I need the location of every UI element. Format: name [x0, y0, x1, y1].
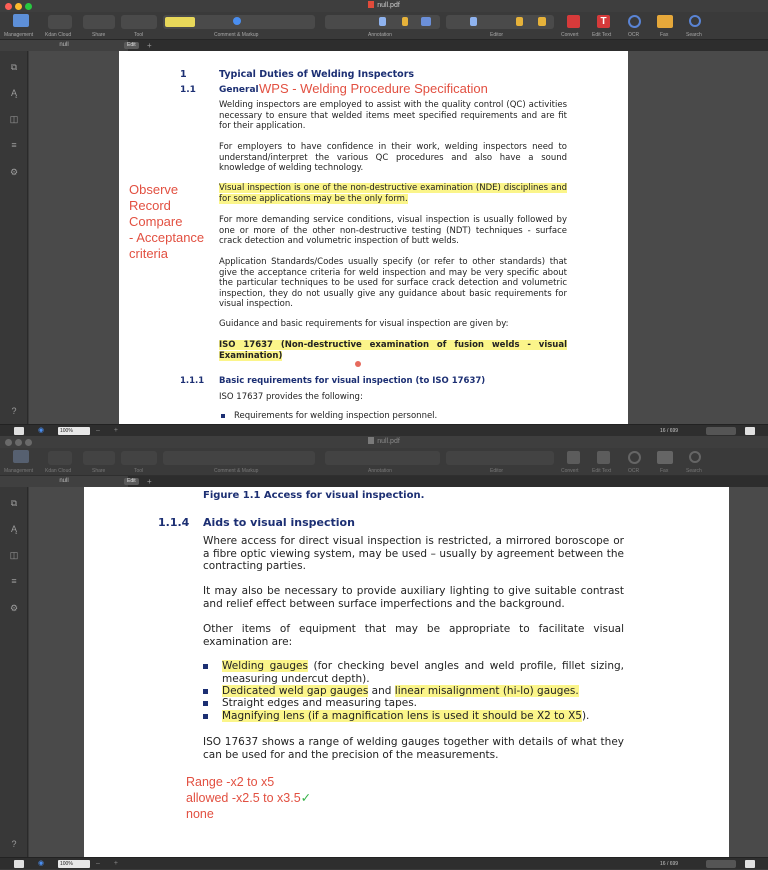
heading-1-1-title: General: [219, 85, 259, 95]
management-icon[interactable]: [13, 14, 29, 27]
view-mode-button[interactable]: [14, 427, 24, 435]
heading-1-1-1-number: 1.1.1: [180, 376, 205, 386]
highlight-iso-17637[interactable]: ISO 17637 (Non-destructive examination of fusion welds - visual Examination): [219, 340, 567, 361]
label-comment-markup: Comment & Markup: [214, 468, 259, 474]
label-editor: Editor: [490, 468, 504, 474]
text-icon[interactable]: Ą: [10, 524, 17, 534]
bullet-gap-gauges: Dedicated weld gap gauges and linear misalignment (hi-lo) gauges.: [222, 685, 579, 697]
label-comment-markup: Comment & Markup: [214, 32, 259, 38]
page-slider[interactable]: [706, 427, 736, 435]
label-tool: Tool: [134, 32, 144, 38]
status-bar: [0, 857, 768, 869]
zoom-controls[interactable]: – +: [96, 427, 124, 434]
thumbnails-icon[interactable]: ⧉: [10, 498, 18, 508]
page-total: / 699: [666, 428, 679, 434]
bullet-1: Requirements for welding inspection personnel.: [234, 411, 438, 421]
annotation-wps[interactable]: WPS - Welding Procedure Specification: [259, 81, 488, 96]
heading-1-number: 1: [180, 69, 187, 80]
left-sidebar: [0, 487, 28, 857]
label-search: Search: [686, 32, 702, 38]
eye-icon[interactable]: ◉: [38, 860, 45, 867]
thumbnails-icon[interactable]: ⧉: [10, 62, 18, 72]
bullet-magnifying-lens: Magnifying lens (if a magnification lens is used it should be X2 to X5).: [222, 710, 590, 722]
add-tab-button[interactable]: +: [147, 477, 152, 486]
page-number[interactable]: 16: [660, 428, 666, 434]
fit-button[interactable]: [745, 860, 755, 868]
paragraph-1: Welding inspectors are employed to assist with the quality control (QC) activities necessary to ensure that welded items meet specified requirements and are fit for their application.: [219, 100, 567, 131]
share-button[interactable]: [83, 451, 115, 465]
bookmark-icon[interactable]: ◫: [9, 114, 19, 124]
document-canvas: [29, 51, 768, 424]
eye-icon[interactable]: ◉: [38, 427, 45, 434]
label-share: Share: [92, 468, 106, 474]
pdf-file-icon: [368, 437, 374, 444]
bullet-marker: [203, 689, 208, 694]
window-title: null.pdf: [377, 2, 400, 9]
label-ocr: OCR: [628, 468, 640, 474]
kdan-cloud-button[interactable]: [48, 451, 72, 465]
bullet-marker: [221, 414, 225, 418]
pdf-window-bottom: [0, 436, 768, 870]
tab-null[interactable]: null: [0, 40, 128, 51]
bullet-marker: [203, 701, 208, 706]
fit-button[interactable]: [745, 427, 755, 435]
ocr-icon[interactable]: [628, 451, 641, 464]
heading-1-1-1-title: Basic requirements for visual inspection (to ISO 17637): [219, 376, 486, 386]
help-icon[interactable]: ?: [11, 839, 17, 849]
bullet-straight-edges: Straight edges and measuring tapes.: [222, 697, 417, 709]
zoom-select[interactable]: 100%: [58, 427, 90, 435]
text-icon[interactable]: Ą: [10, 88, 17, 98]
paragraph-8: ISO 17637 provides the following:: [219, 392, 363, 402]
heading-1-1-4-title: Aids to visual inspection: [203, 516, 355, 529]
note-icon[interactable]: [379, 17, 386, 26]
paragraph-4: For more demanding service conditions, visual inspection is usually followed by one or more of the other non-destructive testing (NDT) techniques - surface crack detection and volumetric inspection of butt welds.: [219, 215, 567, 246]
help-icon[interactable]: ?: [11, 406, 17, 416]
label-search: Search: [686, 468, 702, 474]
search-icon[interactable]: [689, 15, 701, 27]
tool-button-group[interactable]: [121, 15, 157, 29]
left-sidebar: [0, 51, 28, 424]
paragraph-2: For employers to have confidence in their work, welding inspectors need to understand/interpret the various QC procedures and also have a sound knowledge of welding technology.: [219, 142, 567, 173]
share-button[interactable]: [83, 15, 115, 29]
label-edit-text: Edit Text: [592, 32, 612, 38]
bullet-welding-gauges: Welding gauges (for checking bevel angles and weld profile, fillet sizing, measuring undercut depth).: [222, 660, 624, 685]
add-tab-button[interactable]: +: [147, 41, 152, 50]
color-picker-icon[interactable]: [233, 17, 241, 25]
highlight-tool-icon[interactable]: [165, 17, 195, 27]
kdan-cloud-button[interactable]: [48, 15, 72, 29]
bullet-marker: [203, 714, 208, 719]
pdf-file-icon: [368, 1, 374, 8]
settings-icon[interactable]: ⚙: [9, 167, 19, 177]
label-tool: Tool: [134, 468, 144, 474]
zoom-controls[interactable]: – +: [96, 860, 124, 867]
annotation-group[interactable]: [325, 451, 440, 465]
pin-icon[interactable]: [402, 17, 408, 26]
paragraph-6: Guidance and basic requirements for visual inspection are given by:: [219, 319, 509, 329]
main-toolbar: [0, 12, 768, 40]
paragraph-2: It may also be necessary to provide auxiliary lighting to give suitable contrast and relief effect between surface imperfections and the background.: [203, 585, 624, 610]
view-mode-button[interactable]: [14, 860, 24, 868]
convert-icon[interactable]: [567, 451, 580, 464]
page-icon[interactable]: [470, 17, 477, 26]
label-ocr: OCR: [628, 32, 640, 38]
label-fax: Fax: [660, 32, 669, 38]
editor-group[interactable]: [446, 451, 554, 465]
margin-annotation[interactable]: Observe Record Compare - Acceptance criteria: [129, 182, 205, 261]
page-total: / 699: [666, 861, 679, 867]
label-fax: Fax: [660, 468, 669, 474]
paragraph-3: Other items of equipment that may be appropriate to facilitate visual examination are:: [203, 623, 624, 648]
zoom-select[interactable]: 100%: [58, 860, 90, 868]
main-toolbar: [0, 448, 768, 476]
label-annotation: Annotation: [368, 32, 392, 38]
tab-null[interactable]: null: [0, 476, 128, 487]
extract-page-icon[interactable]: [538, 17, 546, 26]
edit-chip[interactable]: Edit: [124, 42, 139, 49]
handwritten-annotation[interactable]: Range -x2 to x5 allowed -x2.5 to x3.5✓ none: [186, 775, 312, 821]
title-bar: [0, 0, 768, 12]
insert-page-icon[interactable]: [516, 17, 523, 26]
paragraph-5: Application Standards/Codes usually specify (or refer to other standards) that give the acceptance criteria for weld inspection and may be very specific about the particular techniques to be used for surface crack detection and volumetric inspection, they do not usually give any guidance about basic requirements for visual inspection.: [219, 257, 567, 309]
label-management: Management: [4, 32, 34, 38]
check-icon: ✓: [300, 791, 312, 805]
page-slider[interactable]: [706, 860, 736, 868]
edit-chip[interactable]: Edit: [124, 478, 139, 485]
tab-bar: [0, 476, 768, 487]
page-number[interactable]: 16: [660, 861, 666, 867]
label-kdan-cloud: Kdan Cloud: [45, 32, 72, 38]
paragraph-4: ISO 17637 shows a range of welding gauges together with details of what they can be used for and the precision of the measurements.: [203, 736, 624, 761]
tool-button-group[interactable]: [121, 451, 157, 465]
highlight-paragraph-3[interactable]: Visual inspection is one of the non-destructive examination (NDE) disciplines and for some applications may be the only form.: [219, 183, 567, 204]
outline-icon[interactable]: ≡: [11, 140, 17, 150]
convert-icon[interactable]: [567, 15, 580, 28]
status-bar: [0, 424, 768, 436]
label-edit-text: Edit Text: [592, 468, 612, 474]
heading-1-1-4-number: 1.1.4: [158, 516, 190, 529]
paragraph-1: Where access for direct visual inspection is restricted, a mirrored boroscope or a fibre optic viewing system, may be used – usually by agreement between the contracting parties.: [203, 535, 624, 572]
ocr-icon[interactable]: [628, 15, 641, 28]
heading-1-1-number: 1.1: [180, 85, 196, 95]
settings-icon[interactable]: ⚙: [9, 603, 19, 613]
figure-caption: Figure 1.1 Access for visual inspection.: [203, 490, 425, 501]
image-icon[interactable]: [421, 17, 431, 26]
window-title: null.pdf: [377, 438, 400, 445]
comment-marker[interactable]: [355, 361, 361, 367]
label-management: Management: [4, 468, 34, 474]
search-icon[interactable]: [689, 451, 701, 463]
edit-text-icon[interactable]: T: [597, 15, 610, 28]
label-kdan-cloud: Kdan Cloud: [45, 468, 72, 474]
bullet-marker: [203, 664, 208, 669]
outline-icon[interactable]: ≡: [11, 576, 17, 586]
label-convert: Convert: [561, 468, 579, 474]
label-annotation: Annotation: [368, 468, 392, 474]
bookmark-icon[interactable]: ◫: [9, 550, 19, 560]
comment-markup-group[interactable]: [163, 451, 315, 465]
document-canvas: [29, 487, 768, 857]
label-editor: Editor: [490, 32, 504, 38]
fax-icon[interactable]: [657, 451, 673, 464]
heading-1-title: Typical Duties of Welding Inspectors: [219, 69, 415, 80]
fax-icon[interactable]: [657, 15, 673, 28]
management-icon[interactable]: [13, 450, 29, 463]
title-bar: [0, 436, 768, 448]
edit-text-icon[interactable]: [597, 451, 610, 464]
label-convert: Convert: [561, 32, 579, 38]
label-share: Share: [92, 32, 106, 38]
tab-bar: [0, 40, 768, 51]
